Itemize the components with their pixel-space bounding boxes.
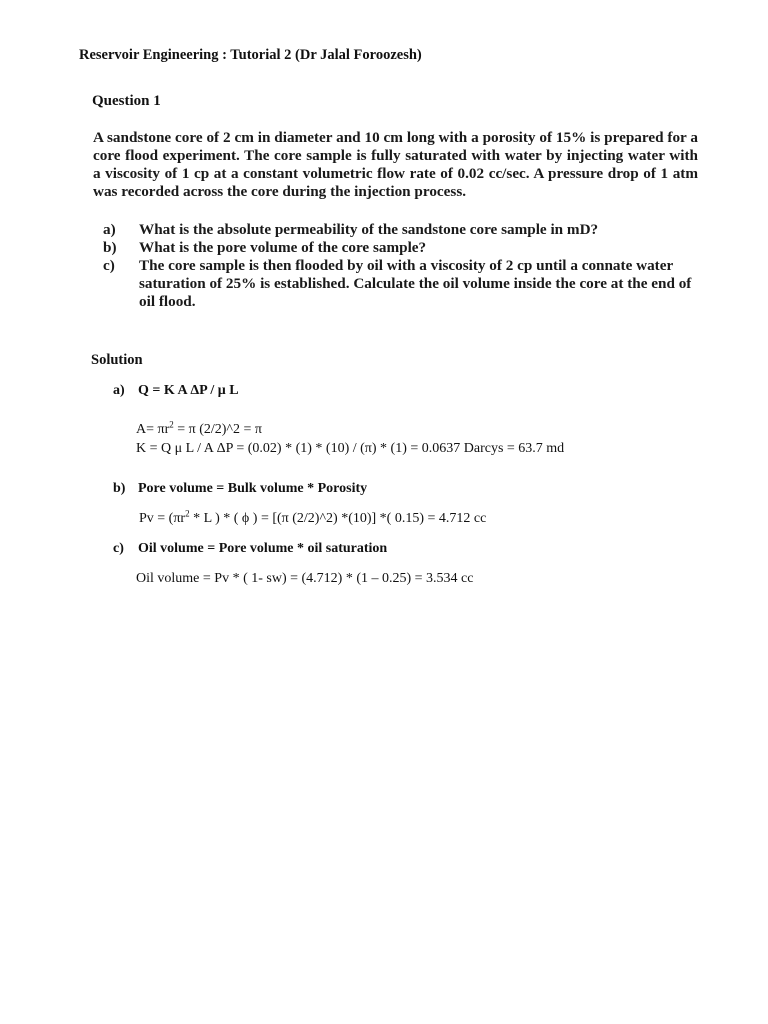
solution-title: Pore volume = Bulk volume * Porosity	[138, 481, 368, 496]
part-text: What is the absolute permeability of the sandstone core sample in mD?	[139, 221, 599, 238]
formula-superscript: 2	[185, 508, 190, 519]
solution-letter: b)	[113, 481, 126, 496]
part-letter: c)	[103, 257, 115, 274]
part-letter: b)	[103, 239, 117, 256]
formula-part: * L ) * ( ϕ ) = [(π (2/2)^2) *(10)] *( 0.15) = 4.712 cc	[189, 511, 487, 526]
question-part-c	[103, 257, 703, 311]
document-title: Reservoir Engineering : Tutorial 2 (Dr Jalal Foroozesh)	[79, 47, 422, 63]
part-letter: a)	[103, 221, 116, 238]
question-heading: Question 1	[92, 93, 161, 109]
part-text: The core sample is then flooded by oil with a viscosity of 2 cp until a connate water saturation of 25% is established. Calculate the oil volume inside the core at the end of oil flood.	[139, 257, 692, 310]
solution-letter: c)	[113, 541, 124, 556]
solution-letter: a)	[113, 383, 125, 398]
question-part-b	[103, 239, 703, 257]
formula-part: A= πr	[136, 422, 170, 437]
solution-title: Oil volume = Pore volume * oil saturation	[138, 541, 388, 556]
question-paragraph: A sandstone core of 2 cm in diameter and 10 cm long with a porosity of 15% is prepared for a core flood experiment. The core sample is fully saturated with water by injecting water with a viscosity of 1 cp at a constant volumetric flow rate of 0.02 cc/sec. A pressure drop of 1 atm was recorded across the core during the injection process.	[93, 129, 698, 200]
solution-c-title	[113, 541, 387, 557]
formula-part: Pv = (πr	[139, 511, 186, 526]
pore-volume-formula	[139, 508, 487, 527]
question-parts	[103, 221, 703, 311]
formula-superscript: 2	[169, 419, 174, 430]
permeability-formula: K = Q μ L / A ΔP = (0.02) * (1) * (10) / (π) * (1) = 0.0637 Darcys = 63.7 md	[136, 441, 565, 456]
part-text: What is the pore volume of the core sample?	[139, 239, 427, 256]
area-formula	[136, 419, 262, 438]
solution-heading: Solution	[91, 352, 143, 368]
oil-volume-formula: Oil volume = Pv * ( 1- sw) = (4.712) * (1 – 0.25) = 3.534 cc	[136, 571, 474, 586]
solution-b-title	[113, 481, 367, 497]
question-body	[93, 129, 698, 201]
solution-title: Q = K A ΔP / μ L	[138, 383, 239, 398]
question-part-a	[103, 221, 703, 239]
formula-part: = π (2/2)^2 = π	[173, 422, 262, 437]
solution-a-title	[113, 383, 239, 399]
